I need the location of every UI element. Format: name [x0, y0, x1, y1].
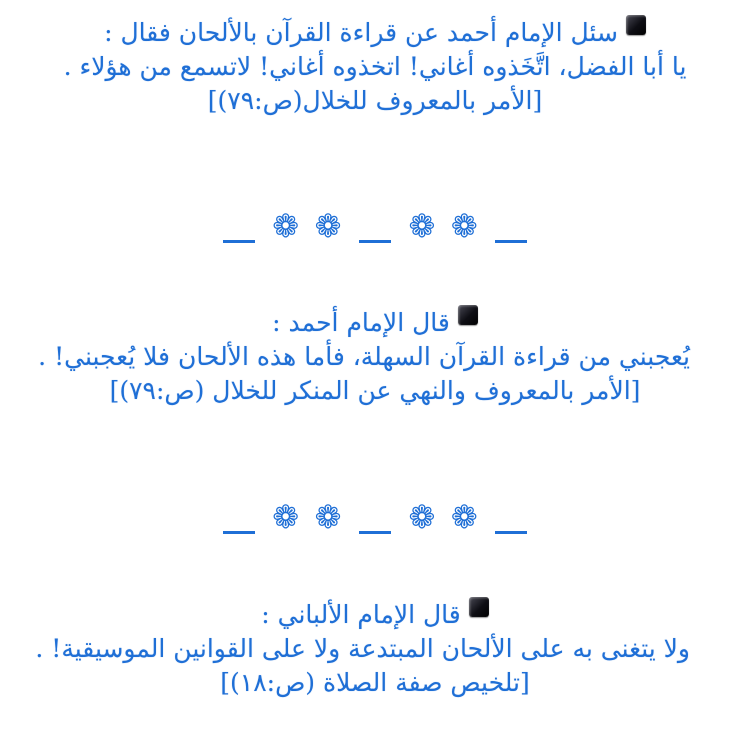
dash-divider	[495, 240, 527, 243]
quote-section-3	[35, 598, 690, 700]
dash-divider	[495, 531, 527, 534]
decorative-separator-1	[0, 206, 750, 246]
black-square-bullet-icon	[626, 15, 646, 35]
dash-divider	[223, 240, 255, 243]
dash-divider	[359, 240, 391, 243]
dash-divider	[223, 531, 255, 534]
flower-icon: ❁	[408, 498, 436, 536]
quote-text: يا أبا الفضل، اتَّخَذوه أغاني! اتخذوه أغاني! لاتسمع من هؤلاء .	[63, 52, 687, 81]
flower-icon: ❁	[314, 207, 342, 245]
quote-section-1	[60, 16, 690, 118]
flower-icon: ❁	[450, 207, 478, 245]
quote-text: ولا يتغنى به على الألحان المبتدعة ولا على القوانين الموسيقية! .	[35, 634, 690, 663]
quote-section-2	[38, 306, 690, 408]
source-citation: [تلخيص صفة الصلاة (ص:١٨)]	[220, 668, 530, 697]
quote-text: يُعجبني من قراءة القرآن السهلة، فأما هذه الألحان فلا يُعجبني! .	[38, 342, 690, 371]
flower-icon: ❁	[272, 207, 300, 245]
heading-text: سئل الإمام أحمد عن قراءة القرآن بالألحان فقال :	[104, 18, 618, 47]
section-heading	[60, 306, 690, 340]
flower-icon: ❁	[314, 498, 342, 536]
heading-text: قال الإمام الألباني :	[261, 600, 461, 629]
section-heading	[60, 16, 690, 50]
black-square-bullet-icon	[469, 597, 489, 617]
flower-icon: ❁	[408, 207, 436, 245]
black-square-bullet-icon	[458, 305, 478, 325]
flower-icon: ❁	[450, 498, 478, 536]
decorative-separator-2	[0, 497, 750, 537]
dash-divider	[359, 531, 391, 534]
source-citation: [الأمر بالمعروف للخلال(ص:٧٩)]	[207, 86, 543, 115]
flower-icon: ❁	[272, 498, 300, 536]
source-citation: [الأمر بالمعروف والنهي عن المنكر للخلال (ص:٧٩)]	[109, 376, 641, 405]
heading-text: قال الإمام أحمد :	[272, 308, 450, 337]
section-heading	[60, 598, 690, 632]
